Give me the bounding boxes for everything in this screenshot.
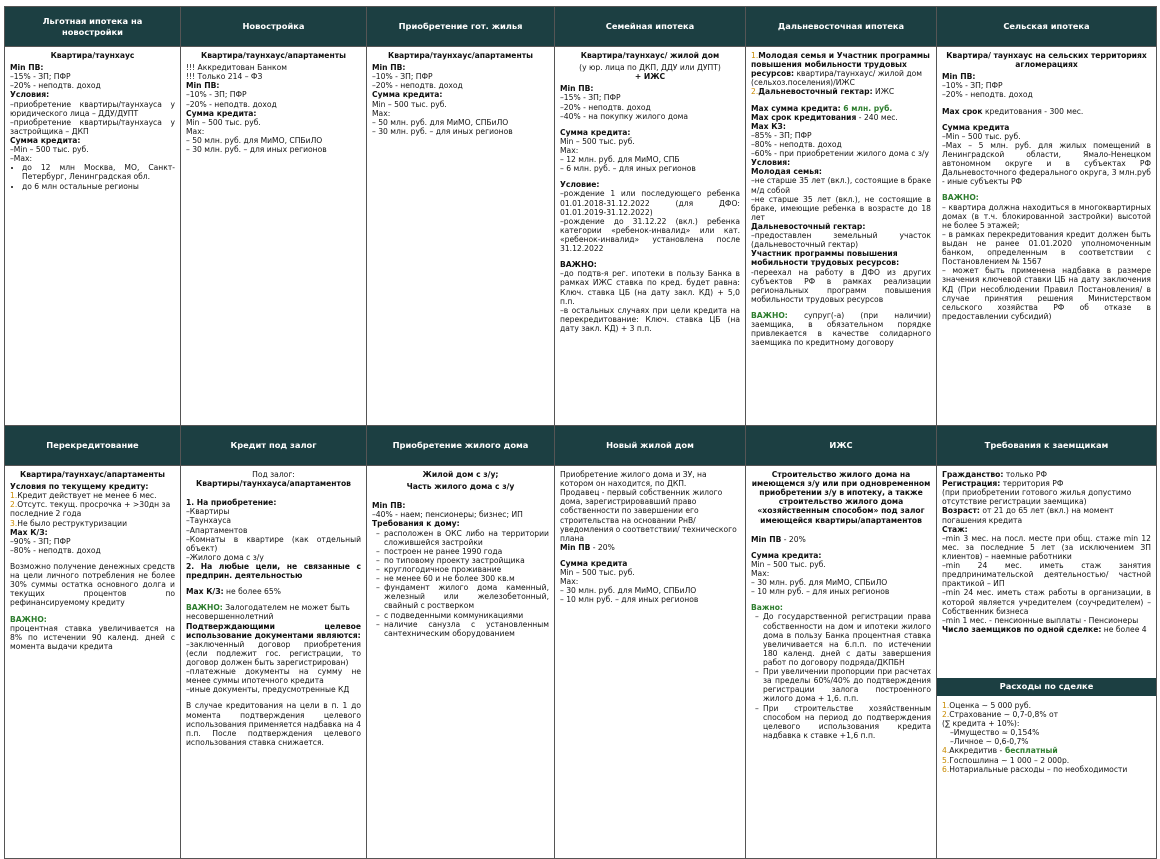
line: –приобретение квартиры/таунхауса у застройщика – ДКП	[10, 117, 175, 136]
line: –15% - ЗП; ПФР	[560, 93, 621, 103]
line: – 30 млн. руб. – для иных регионов	[372, 126, 513, 136]
programs-table	[4, 6, 1157, 859]
label: Сумма кредита:	[186, 108, 257, 118]
label: Участник программы повышения мобильности трудовых ресурсов:	[751, 249, 900, 268]
label: Max срок кредитования	[751, 112, 857, 122]
program-1	[751, 51, 931, 87]
header-new-house: Новый жилой дом	[555, 426, 746, 466]
list-item: • до 6 млн остальные регионы	[22, 182, 175, 191]
line: Min – 500 тыс. руб.	[560, 136, 635, 146]
value: квартира/таунхаус/ жилой дом (сельхоз.поселения)/ИЖС	[751, 69, 922, 88]
header-house-purchase: Приобретение жилого дома	[367, 426, 555, 466]
label: Молодая семья:	[751, 167, 822, 177]
subtitle: Квартира/таунхаус/апартаменты	[20, 470, 165, 479]
cell-izhs	[746, 466, 937, 859]
label: Max К/З:	[10, 527, 48, 537]
max-term	[942, 107, 1151, 116]
line: –80% - неподтв. доход	[751, 139, 842, 149]
line: –40% - наем; пенсионеры; бизнес; ИП	[372, 510, 523, 520]
line: –10% - ЗП; ПФР	[186, 90, 247, 100]
important-label: ВАЖНО:	[942, 193, 979, 203]
label: Число заемщиков по одной сделке:	[942, 624, 1102, 634]
label: Min ПВ:	[942, 72, 976, 82]
expense-4	[942, 746, 1151, 755]
mortgage-programs-sheet	[4, 6, 1156, 846]
value: только РФ	[1003, 470, 1047, 479]
line: –80% - неподтв. доход	[10, 545, 101, 555]
line: – 30 млн. руб. – для иных регионов	[186, 145, 327, 155]
line: -переехал на работу в ДФО из других субъектов РФ в рамках реализации региональных программ повышения мобильности трудовых ресурсов	[751, 267, 931, 304]
label: Min ПВ:	[560, 84, 594, 94]
line: –10% - ЗП; ПФР	[372, 72, 433, 82]
line: Min – 500 тыс. руб.	[560, 568, 635, 578]
line: –платежные документы на сумму не менее суммы ипотечного кредита	[186, 667, 361, 686]
label: Дальневосточный гектар:	[758, 87, 873, 97]
subtitle-extra: + ИЖС	[634, 72, 666, 82]
paragraph: В случае кредитования на цели в п. 1 до момента подтверждения целевого использования применяется надбавка на 4 п.п. После подтверждения целевого использования ставка снижается.	[186, 701, 361, 747]
label: Min ПВ	[751, 534, 782, 544]
expense-5	[942, 756, 1151, 765]
line: Max:	[372, 108, 391, 118]
body-row-1	[5, 47, 1157, 426]
line: – 10 млн руб. – для иных регионов	[560, 595, 699, 605]
number: 1.	[10, 491, 18, 501]
line: – 50 млн. руб. для МиМО, СПБиЛО	[372, 117, 509, 127]
subtitle-2: Часть жилого дома с з/у	[406, 482, 515, 492]
line: !!! Аккредитован Банком	[186, 63, 287, 73]
label: Сумма кредита:	[751, 550, 822, 560]
condition-2	[10, 500, 175, 518]
line: –Min – 500 тыс. руб.	[10, 145, 89, 155]
line: –20% - неподтв. доход	[942, 90, 1033, 100]
subtitle: Квартира/таунхаус/ жилой дом	[580, 51, 720, 60]
label: Max КЗ:	[751, 121, 786, 131]
line: Max:	[560, 145, 579, 155]
value: территория РФ	[1000, 479, 1064, 489]
label: Требования к дому:	[372, 519, 460, 529]
house-requirements-list	[372, 529, 549, 638]
min-pv	[751, 535, 931, 544]
important-list	[751, 612, 931, 740]
value: Оценка ~ 5 000 руб.	[949, 700, 1032, 710]
label: Min ПВ:	[186, 81, 220, 91]
label: Условия по текущему кредиту:	[10, 482, 149, 492]
number: 5.	[942, 755, 950, 765]
value: Страхование ~ 0,7-0,8% от	[949, 710, 1059, 720]
label: Min ПВ	[560, 542, 591, 552]
cell-rural	[937, 47, 1157, 426]
subtitle: Жилой дом с з/у;	[422, 470, 499, 479]
line: Min – 500 тыс. руб.	[372, 99, 447, 109]
label: Min ПВ:	[372, 63, 406, 73]
line: (∑ кредита + 10%):	[942, 719, 1020, 729]
line: – квартира должна находиться в многоквартирных домах (в т.ч. блокированной застройки) высотой не более 5 этажей;	[942, 202, 1151, 230]
registration	[942, 479, 1151, 488]
citizenship	[942, 470, 1151, 479]
value: кредитования - 300 мес.	[982, 106, 1084, 116]
important-label: ВАЖНО:	[10, 614, 47, 624]
subtitle-note: (у юр. лица по ДКП, ДДУ или ДУПТ)	[579, 63, 721, 73]
label: Max К/З:	[186, 587, 224, 597]
cell-family	[555, 47, 746, 426]
line: –90% - ЗП; ПФР	[10, 536, 71, 546]
line: –20% - неподтв. доход	[372, 81, 463, 91]
line: –Апартаментов	[186, 525, 248, 535]
number: 3.	[10, 518, 18, 528]
cell-secured-loan	[181, 466, 367, 859]
line: Min – 500 тыс. руб.	[751, 559, 826, 569]
header-borrower-requirements: Требования к заемщикам	[937, 426, 1157, 466]
list-item: – фундамент жилого дома каменный, железный или железобетонный, свайный с ростверком	[384, 583, 549, 610]
label: Стаж:	[942, 524, 968, 534]
condition-3	[10, 519, 175, 528]
label: Регистрация:	[942, 479, 1001, 489]
cell-refinancing	[5, 466, 181, 859]
header-far-east: Дальневосточная ипотека	[746, 7, 937, 47]
line: –Жилого дома с з/у	[186, 552, 264, 562]
max-kz	[186, 587, 361, 596]
line: –85% - ЗП; ПФР	[751, 130, 812, 140]
value: 6 млн. руб.	[840, 103, 893, 113]
value: Аккредитив -	[949, 746, 1003, 756]
paragraph: Продавец - первый собственник жилого дома, зарегистрировавший право собственности по завершении его строительства на основании РнВ/ уведомления о соответствии/ технического плана	[560, 488, 737, 543]
line: – 50 млн. руб. для МиМО, СПБиЛО	[186, 135, 323, 145]
line: –не старше 35 лет (вкл.), состоящие в браке м/д собой	[751, 176, 931, 195]
list-item: – При увеличении пропорции при расчетах за пределы 60%/40% до подтверждения регистрации залога построенного жилого дома + 1,6. п.п.	[763, 667, 931, 703]
value: Нотариальные расходы – по необходимости	[949, 764, 1128, 774]
header-preferential: Льготная ипотека на новостройки	[5, 7, 181, 47]
label: Сумма кредита:	[560, 127, 631, 137]
label: Max срок	[942, 106, 983, 116]
line: Min – 500 тыс. руб.	[186, 117, 261, 127]
subtitle-2: Квартиры/таунхауса/апартаментов	[196, 479, 351, 489]
subtitle: Квартира/таунхаус/апартаменты	[388, 51, 533, 60]
value: - 20%	[590, 542, 615, 552]
label: Дальневосточный гектар:	[751, 221, 866, 231]
label: Сумма кредита:	[10, 135, 81, 145]
label: Условие:	[560, 180, 600, 190]
line: –Личное ~ 0,6-0,7%	[950, 737, 1029, 747]
number: 2.	[751, 87, 759, 97]
condition-1	[10, 491, 175, 500]
value: Залогодателем не может быть несовершеннолетний	[186, 603, 350, 622]
label: Сумма кредита	[942, 122, 1010, 132]
line: –20% - неподтв. доход	[560, 102, 651, 112]
cell-new-building	[181, 47, 367, 426]
value: ИЖС	[872, 87, 895, 97]
value: Кредит действует не менее 6 мес.	[17, 491, 157, 501]
line: –предоставлен земельный участок (дальневосточный гектар)	[751, 231, 931, 250]
value-free: бесплатный	[1002, 746, 1058, 756]
list-item: – круглогодичное проживание	[384, 565, 549, 574]
line: –приобретение квартиры/таунхауса у юридического лица – ДДУ/ДУПТ	[10, 99, 175, 118]
paragraph: процентная ставка увеличивается на 8% по истечении 90 календ. дней с момента выдачи кредита	[10, 623, 175, 651]
line: –10% - ЗП; ПФР	[942, 81, 1003, 91]
header-ready-housing: Приобретение гот. жилья	[367, 7, 555, 47]
label: Условия:	[10, 90, 50, 100]
max-sum	[751, 104, 931, 113]
line: –40% - на покупку жилого дома	[560, 111, 689, 121]
label: Min ПВ:	[10, 63, 44, 73]
important-label: ВАЖНО:	[560, 260, 597, 270]
line: –до подтв-я рег. ипотеки в пользу Банка в рамках ИЖС ставка по кред. будет равна: Ключ. ставка ЦБ (на дату закл. КД) + 5,0 п.п.	[560, 269, 740, 306]
line: – 10 млн руб. – для иных регионов	[751, 587, 890, 597]
important-note	[751, 311, 931, 347]
line: – 30 млн. руб. для МиМО, СПБиЛО	[560, 586, 697, 596]
list-item: • до 12 млн Москва, МО, Санкт-Петербург, Ленинградская обл.	[22, 163, 175, 181]
number: 1.	[942, 700, 950, 710]
cell-new-house	[555, 466, 746, 859]
label: Сумма кредита:	[372, 90, 443, 100]
value: - 240 мес.	[856, 112, 898, 122]
label: Молодая семья и Участник программы повышения мобильности трудовых ресурсов:	[751, 51, 930, 79]
line: Max:	[751, 568, 770, 578]
line: – 12 млн. руб. для МиМО, СПБ	[560, 155, 680, 165]
line: – может быть применена надбавка в размере значения ключевой ставки ЦБ на дату заключения КД (При несоблюдении Правил Постановления/ в случае принятия решения Министерством сельского хозяйства РФ об отказе в предоставлении субсидий)	[942, 266, 1151, 321]
value: - 20%	[781, 534, 806, 544]
cell-house-purchase	[367, 466, 555, 859]
list-item: – построен не ранее 1990 года	[384, 547, 549, 556]
label: 1. На приобретение:	[186, 498, 277, 508]
label: Подтверждающими целевое использование документами являются:	[186, 621, 361, 640]
important-label: ВАЖНО:	[751, 310, 788, 320]
line: –в остальных случаях при цели кредита на перекредитование: Ключ. ставка ЦБ (на дату закл. КД) + 3 п.п.	[560, 305, 740, 333]
subtitle: Квартира/таунхаус	[50, 51, 135, 60]
line: –Комнаты в квартире (как отдельный объект)	[186, 534, 361, 553]
value: не более 4	[1101, 624, 1147, 634]
borrower-count	[942, 625, 1151, 634]
line: !!! Только 214 – ФЗ	[186, 72, 263, 82]
list-item: – с подведенными коммуникациями	[384, 611, 549, 620]
important-note	[186, 603, 361, 621]
line: –рождение 1 или последующего ребенка 01.01.2018-31.12.2022 (для ДФО: 01.01.2019-31.12.2022)	[560, 189, 740, 217]
cell-borrower-requirements	[937, 466, 1157, 859]
line: –не старше 35 лет (вкл.), не состоящие в браке, имеющие ребенка в возрасте до 18 лет	[751, 194, 931, 222]
body-row-2	[5, 466, 1157, 859]
line: –60% - при приобретении жилого дома с з/у	[751, 149, 929, 159]
subtitle: Квартира/ таунхаус на сельских территориях агломерациях	[946, 51, 1147, 70]
value: Отсутс. текущ. просрочка + >30дн за последние 2 года	[10, 500, 171, 519]
label: Возраст:	[942, 506, 980, 516]
label: Max сумма кредита:	[751, 103, 841, 113]
value: не более 65%	[223, 587, 281, 597]
subtitle: Строительство жилого дома на имеющемся з/у или при одновременном приобретении з/у в ипотеку, а также строительство жилого дома «хозяйственным способом» под залог имеющейся квартиры/апартаментов	[751, 470, 931, 525]
important-label: ВАЖНО:	[186, 603, 223, 613]
cell-ready-housing	[367, 47, 555, 426]
line: –min 3 мес. на посл. месте при общ. стаже min 12 мес. за последние 5 лет (за исключением ЗП клиентов) – наемные работники	[942, 533, 1151, 561]
expense-1	[942, 701, 1151, 710]
line: –рождение до 31.12.22 (вкл.) ребенка категории «ребенок-инвалид» или кат. «ребенок-инвалид» установлена после 31.12.2022	[560, 216, 740, 254]
program-2	[751, 87, 931, 96]
line: – 6 млн. руб. – для иных регионов	[560, 164, 696, 174]
value: от 21 до 65 лет (вкл.) на момент погашения кредита	[942, 506, 1114, 525]
value: Не было реструктуризации	[17, 518, 128, 528]
subtitle: Квартира/таунхаус/апартаменты	[201, 51, 346, 60]
line: –20% - неподтв. доход	[10, 81, 101, 91]
label: Условия:	[751, 158, 791, 168]
line: –заключенный договор приобретения (если подлежит гос. регистрации, то договор должен быть зарегистрирован)	[186, 639, 361, 667]
list-item: – До государственной регистрации права собственности на дом и ипотеки жилого дома в пользу Банка процентная ставка увеличивается на 6.п.п. по истечении 180 календ. дней с даты завершения работ по договору подряда/ДКПБН	[763, 612, 931, 667]
limit-list	[10, 163, 175, 190]
line: – 30 млн. руб. для МиМО, СПБиЛО	[751, 578, 888, 588]
expense-2	[942, 710, 1151, 719]
line: Max:	[560, 577, 579, 587]
list-item: – расположен в ОКС либо на территории сложившейся застройки	[384, 529, 549, 547]
line: –Max – 5 млн. руб. для жилых помещений в Ленинградской области, Ямало-Ненецком автономном округе и в субъектах РФ Дальневосточного федерального округа, 3 млн.руб - иные субъекты РФ	[942, 140, 1151, 187]
header-rural: Сельская ипотека	[937, 7, 1157, 47]
min-pv	[560, 543, 740, 552]
number: 2.	[942, 710, 950, 720]
header-family: Семейная ипотека	[555, 7, 746, 47]
important-label: Важно:	[751, 603, 783, 613]
line: –Имущество ≈ 0,154%	[950, 728, 1040, 738]
list-item: – по типовому проекту застройщика	[384, 556, 549, 565]
number: 2.	[10, 500, 18, 510]
header-izhs: ИЖС	[746, 426, 937, 466]
max-term	[751, 113, 931, 122]
line: –15% - ЗП; ПФР	[10, 72, 71, 82]
line: Max:	[186, 126, 205, 136]
age	[942, 506, 1151, 524]
number: 1.	[751, 51, 759, 60]
line: –min 1 мес. - пенсионные выплаты - Пенсионеры	[942, 615, 1139, 625]
line: –Min – 500 тыс. руб.	[942, 131, 1021, 141]
cell-far-east	[746, 47, 937, 426]
line: –Max:	[10, 154, 33, 164]
header-new-building: Новостройка	[181, 7, 367, 47]
subtitle: Под залог:	[252, 470, 295, 479]
header-row-1	[5, 7, 1157, 47]
line: –min 24 мес. иметь стаж занятия предпринимательской деятельностью/ частной практикой – ИП	[942, 561, 1151, 589]
line: – в рамках перекредитования кредит должен быть выдан не ранее 01.01.2020 уполномоченным банком, определенным в соответствии с Постановлением № 1567	[942, 229, 1151, 267]
number: 4.	[942, 746, 950, 756]
header-secured-loan: Кредит под залог	[181, 426, 367, 466]
line: –20% - неподтв. доход	[186, 99, 277, 109]
list-item: – не менее 60 и не более 300 кв.м	[384, 574, 549, 583]
expenses-header: Расходы по сделке	[937, 678, 1156, 696]
number: 6.	[942, 764, 950, 774]
header-refinancing: Перекредитование	[5, 426, 181, 466]
value: Госпошлина ~ 1 000 – 2 000р.	[949, 755, 1070, 765]
paragraph: Возможно получение денежных средств на цели личного потребления не более 30% суммы остатка основного долга и текущих процентов по рефинансируемому кредиту	[10, 561, 175, 608]
value: супруг(-а) (при наличии) заемщика, в обязательном порядке привлекается в качестве солидарного заемщика по кредитному договору	[751, 310, 931, 348]
line: –Квартиры	[186, 507, 230, 517]
label: Min ПВ:	[372, 501, 406, 511]
line: –иные документы, предусмотренные КД	[186, 685, 350, 695]
label: 2. На любые цели, не связанные с предприн. деятельностью	[186, 561, 361, 581]
paragraph: Приобретение жилого дома и ЗУ, на котором он находится, по ДКП.	[560, 470, 707, 489]
list-item: – При строительстве хозяйственным способом на период до подтверждения целевого использования кредита надбавка к ставке +1,6 п.п.	[763, 704, 931, 740]
line: –min 24 мес. иметь стаж работы в организации, в которой является учредителем (соучредителем) – Собственник бизнеса	[942, 588, 1151, 616]
list-item: – наличие санузла с установленным сантехническим оборудованием	[384, 620, 549, 638]
label: Сумма кредита	[560, 558, 628, 568]
expense-6	[942, 765, 1151, 774]
line: –Таунхауса	[186, 516, 232, 526]
line: (при приобретении готового жилья допустимо отсутствие регистрации заемщика)	[942, 488, 1132, 507]
cell-preferential	[5, 47, 181, 426]
label: Гражданство:	[942, 470, 1004, 479]
header-row-2	[5, 426, 1157, 466]
